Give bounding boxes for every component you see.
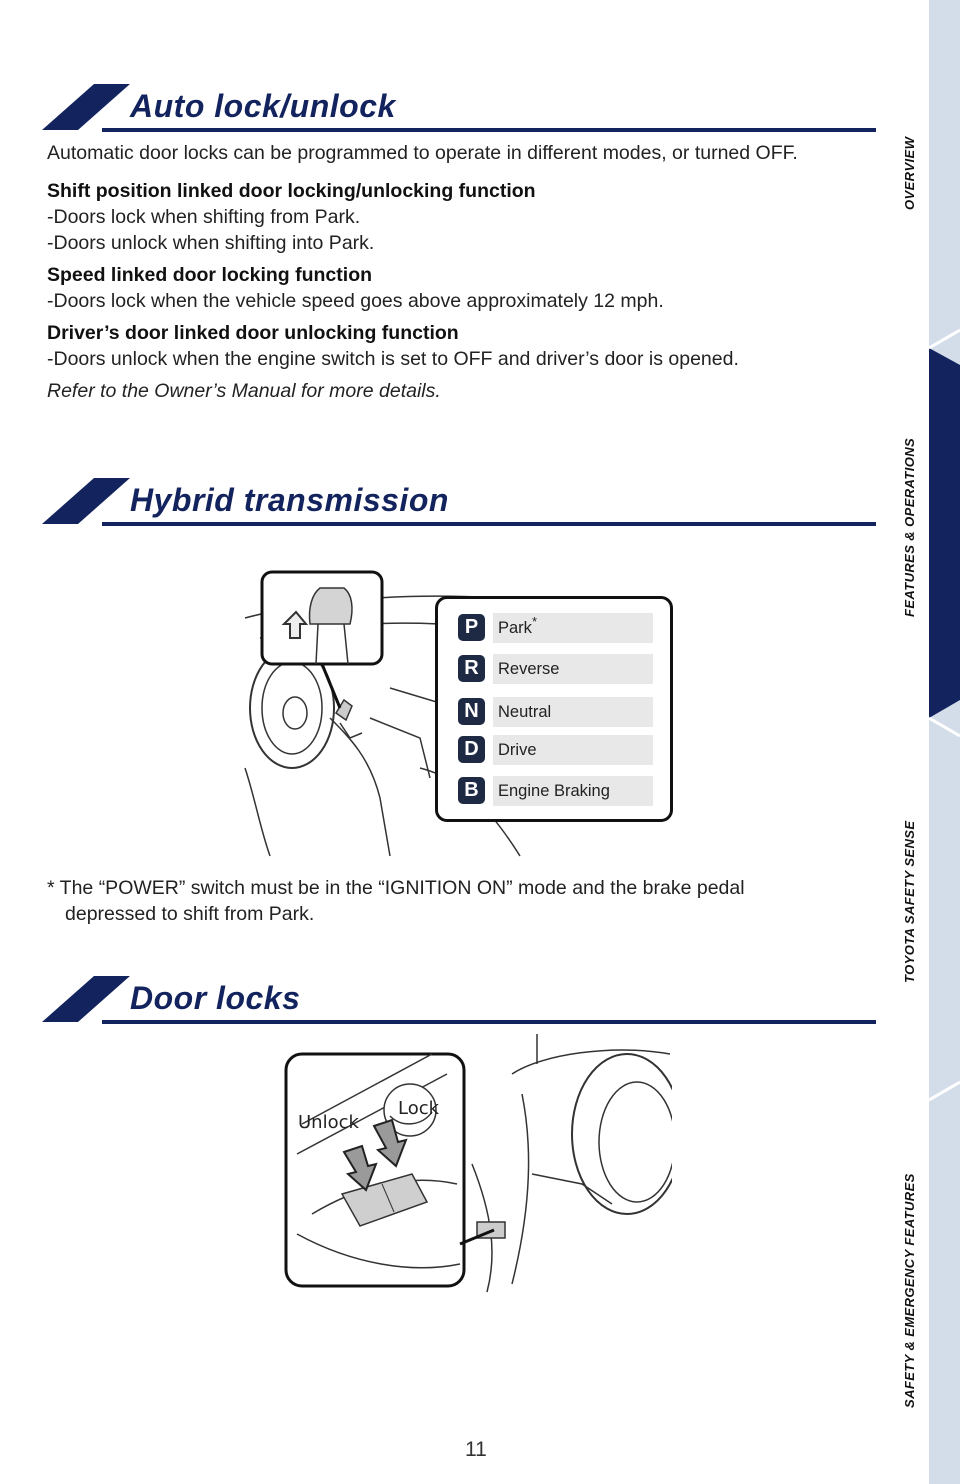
section-header-hybrid — [42, 478, 876, 526]
door-lock-illustration — [282, 1034, 672, 1294]
item-heading: Speed linked door locking function — [47, 264, 373, 286]
footnote-star: * — [531, 614, 537, 629]
gear-row-drive — [458, 735, 653, 765]
gear-label-engine-braking: Engine Braking — [498, 782, 610, 800]
gear-label-reverse: Reverse — [498, 660, 560, 678]
gear-text: Park — [498, 619, 532, 637]
side-nav-background — [929, 0, 960, 1484]
gear-row-neutral — [458, 697, 653, 727]
auto-lock-intro: Automatic door locks can be programmed to operate in different modes, or turned OFF. — [47, 142, 798, 164]
gear-row-engine-braking — [458, 776, 653, 806]
tab-overview[interactable]: OVERVIEW — [902, 136, 917, 210]
footnote-mark: * — [47, 877, 55, 899]
item-heading: Shift position linked door locking/unlocking function — [47, 180, 536, 202]
item-line: -Doors unlock when shifting into Park. — [47, 232, 375, 254]
section-title: Auto lock/unlock — [130, 88, 396, 124]
auto-lock-body — [47, 140, 857, 404]
gear-label-park — [498, 614, 537, 638]
page-number: 11 — [465, 1438, 487, 1461]
transmission-footnote — [47, 875, 867, 927]
manual-note: Refer to the Owner’s Manual for more details. — [47, 380, 441, 402]
item-heading: Driver’s door linked door unlocking function — [47, 322, 459, 344]
footnote-line-1: The “POWER” switch must be in the “IGNITION ON” mode and the brake pedal — [59, 877, 745, 899]
gear-badge-b: B — [458, 777, 485, 804]
footnote-line-2: depressed to shift from Park. — [65, 903, 315, 925]
section-header-door-locks — [42, 976, 876, 1024]
tab-safety-emergency[interactable]: SAFETY & EMERGENCY FEATURES — [902, 1173, 917, 1408]
gear-row-reverse — [458, 654, 653, 684]
gear-label-drive: Drive — [498, 741, 537, 759]
gear-badge-n: N — [458, 698, 485, 725]
section-title: Hybrid transmission — [130, 482, 449, 518]
item-line: -Doors lock when shifting from Park. — [47, 206, 361, 228]
lock-label: Lock — [398, 1098, 440, 1119]
section-title: Door locks — [130, 980, 301, 1016]
tab-toyota-safety-sense[interactable]: TOYOTA SAFETY SENSE — [902, 820, 917, 983]
unlock-label: Unlock — [298, 1112, 359, 1133]
item-line: -Doors unlock when the engine switch is set to OFF and driver’s door is opened. — [47, 348, 739, 370]
item-line: -Doors lock when the vehicle speed goes above approximately 12 mph. — [47, 290, 664, 312]
tab-features-operations[interactable]: FEATURES & OPERATIONS — [902, 437, 917, 617]
gear-row-park — [458, 613, 653, 643]
side-nav — [929, 0, 960, 1484]
gear-badge-d: D — [458, 736, 485, 763]
section-header-auto-lock — [42, 84, 876, 132]
gear-badge-r: R — [458, 655, 485, 682]
gear-badge-p: P — [458, 614, 485, 641]
gear-positions-panel — [435, 596, 673, 822]
gear-label-neutral: Neutral — [498, 703, 552, 721]
